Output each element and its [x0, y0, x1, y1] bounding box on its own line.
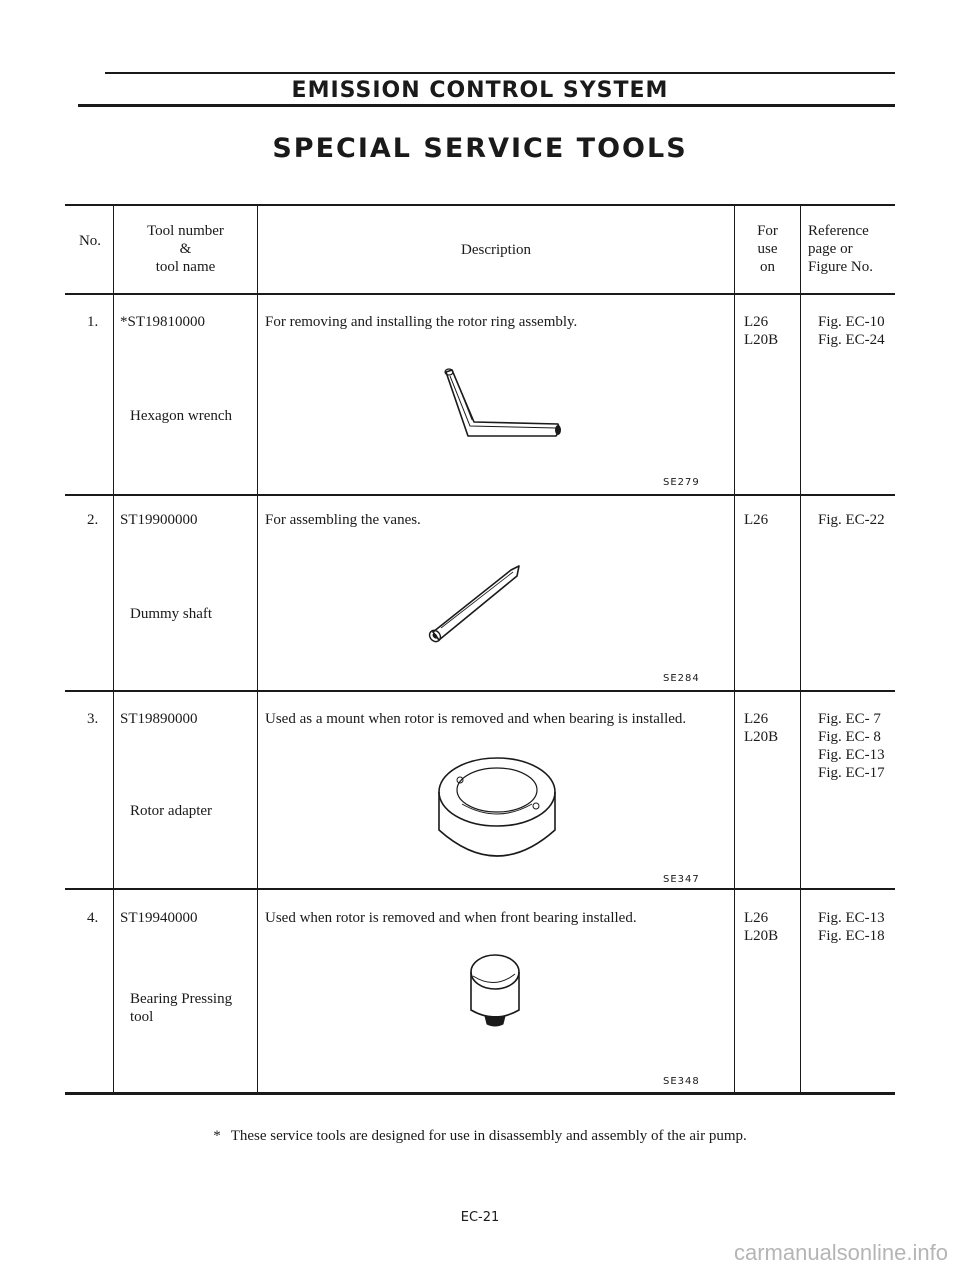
figure-code: SE347: [663, 874, 700, 885]
tool-name: Dummy shaft: [130, 606, 213, 622]
tool-name: Bearing Pressing tool: [130, 991, 233, 1025]
header-bottom-rule: [78, 104, 895, 107]
col-divider-3: [734, 204, 735, 1094]
row-number: 1.: [87, 314, 99, 330]
reference-figures: Fig. EC-22: [818, 512, 885, 528]
tool-number: ST19900000: [120, 512, 198, 528]
header-tool: Tool number & tool name: [147, 223, 224, 275]
page-title: SPECIAL SERVICE TOOLS: [272, 133, 688, 164]
rotor-adapter-icon: [432, 752, 562, 872]
reference-figures: Fig. EC- 7 Fig. EC- 8 Fig. EC-13 Fig. EC-17: [818, 711, 885, 781]
col-divider-2: [257, 204, 258, 1094]
col-divider-1: [113, 204, 114, 1094]
figure-code: SE348: [663, 1076, 700, 1087]
use-on: L26 L20B: [744, 711, 779, 745]
table-header-rule: [65, 293, 895, 295]
page-number: EC-21: [460, 1210, 500, 1225]
footnote-text: These service tools are designed for use in disassembly and assembly of the air pump.: [230, 1128, 747, 1144]
col-divider-4: [800, 204, 801, 1094]
header-top-rule: [105, 72, 895, 74]
tool-number: ST19890000: [120, 711, 198, 727]
table-bottom-rule: [65, 1092, 895, 1095]
dummy-shaft-icon: [425, 556, 525, 646]
section-title: EMISSION CONTROL SYSTEM: [291, 78, 669, 103]
use-on: L26 L20B: [744, 314, 779, 348]
reference-figures: Fig. EC-10 Fig. EC-24: [818, 314, 885, 348]
tool-name: Hexagon wrench: [130, 408, 233, 424]
row-number: 4.: [87, 910, 99, 926]
row-divider-1: [65, 494, 895, 496]
row-number: 3.: [87, 711, 99, 727]
hexagon-wrench-icon: [432, 366, 572, 446]
tool-number: ST19940000: [120, 910, 198, 926]
figure-code: SE279: [663, 477, 700, 488]
tool-name: Rotor adapter: [130, 803, 213, 819]
use-on: L26: [744, 512, 769, 528]
tool-description: For removing and installing the rotor ring assembly.: [265, 314, 578, 330]
tool-description: Used when rotor is removed and when front bearing installed.: [265, 910, 637, 926]
header-description: Description: [461, 242, 531, 258]
header-reference: Reference page or Figure No.: [808, 223, 873, 275]
watermark: carmanualsonline.info: [733, 1240, 948, 1265]
figure-code: SE284: [663, 673, 700, 684]
reference-figures: Fig. EC-13 Fig. EC-18: [818, 910, 885, 944]
row-divider-3: [65, 888, 895, 890]
tool-number: *ST19810000: [120, 314, 206, 330]
footnote-marker: *: [213, 1128, 221, 1144]
row-number: 2.: [87, 512, 99, 528]
footnote: [0, 1128, 960, 1145]
table-top-rule: [65, 204, 895, 206]
bearing-pressing-tool-icon: [465, 950, 525, 1030]
use-on: L26 L20B: [744, 910, 779, 944]
header-use: For use on: [757, 223, 778, 275]
tool-description: Used as a mount when rotor is removed and when bearing is installed.: [265, 711, 687, 727]
row-divider-2: [65, 690, 895, 692]
header-no: No.: [78, 233, 102, 249]
tool-description: For assembling the vanes.: [265, 512, 421, 528]
